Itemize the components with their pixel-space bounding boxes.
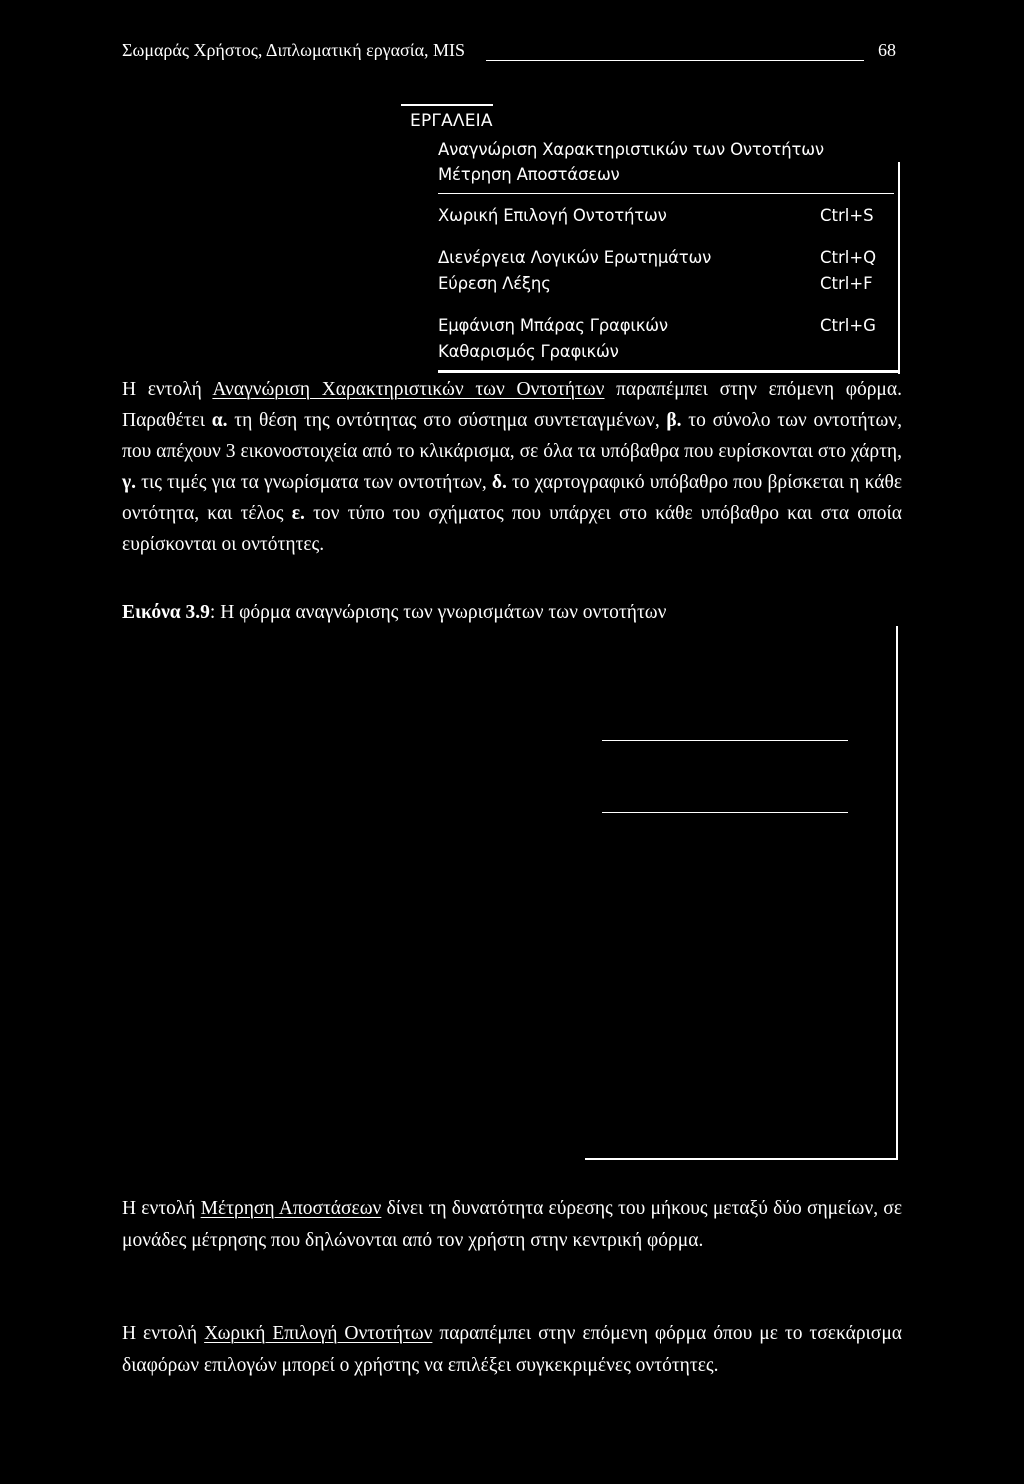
para3-command-link: Χωρική Επιλογή Οντοτήτων: [204, 1323, 433, 1344]
marker-e: ε.: [291, 503, 305, 524]
header-rule: [486, 60, 864, 61]
running-header: Σωμαράς Χρήστος, Διπλωματική εργασία, MIS: [122, 40, 466, 60]
paragraph-identify-features: [122, 374, 902, 560]
menu-title-rule: [401, 104, 493, 106]
para1-text: τον τύπο του σχήματος που υπάρχει στο κάθε υπόβαθρο και στα οποία ευρίσκονται οι οντότητες.: [122, 503, 903, 555]
para2-command-link: Μέτρηση Αποστάσεων: [200, 1198, 382, 1219]
para1-text: παραπέμπει στην επόμενη φόρμα. Παραθέτει: [122, 379, 902, 431]
marker-b: β.: [666, 410, 682, 431]
para3-text: παραπέμπει στην επόμενη φόρμα όπου με το τσεκάρισμα διαφόρων επιλογών μπορεί ο χρήστης να επιλέξει συγκεκριμένες οντότητες.: [122, 1323, 902, 1376]
para3-intro: Η εντολή: [122, 1323, 205, 1344]
paragraph-spatial-selection: [122, 1318, 902, 1382]
para1-text: το σύνολο των οντοτήτων, που απέχουν 3 εικονοστοιχεία από το κλικάρισμα, σε όλα τα υπόβαθρα που ευρίσκονται στο χάρτη,: [122, 410, 902, 462]
menu-item-logical-queries[interactable]: Διενέργεια Λογικών Ερωτημάτων: [438, 248, 712, 267]
para1-command-link: Αναγνώριση Χαρακτηριστικών των Οντοτήτων: [212, 379, 605, 400]
para1-text: το χαρτογραφικό υπόβαθρο που βρίσκεται η κάθε οντότητα, και τέλος: [122, 472, 903, 524]
menu-item-measure-distances[interactable]: Μέτρηση Αποστάσεων: [438, 165, 620, 184]
para1-text: τη θέση της οντότητας στο σύστημα συντεταγμένων,: [227, 410, 667, 431]
figure-caption-text: : Η φόρμα αναγνώρισης των γνωρισμάτων των οντοτήτων: [209, 602, 667, 623]
menu-bottom-border: [438, 370, 900, 373]
menu-item-identify-features[interactable]: Αναγνώριση Χαρακτηριστικών των Οντοτήτων: [438, 140, 824, 159]
marker-a: α.: [211, 410, 228, 431]
figure-line: [602, 740, 848, 741]
para2-text: δίνει τη δυνατότητα εύρεσης του μήκους μεταξύ δύο σημείων, σε μονάδες μέτρησης που δηλώνονται από τον χρήστη στην κεντρική φόρμα.: [122, 1198, 903, 1251]
marker-c: γ.: [122, 472, 136, 493]
menu-item-show-graphics-bar[interactable]: Εμφάνιση Μπάρας Γραφικών: [438, 316, 668, 335]
figure-right-border: [896, 626, 898, 1160]
shortcut-find-word: Ctrl+F: [820, 274, 873, 293]
menu-item-spatial-selection[interactable]: Χωρική Επιλογή Οντοτήτων: [438, 206, 667, 225]
menu-title[interactable]: ΕΡΓΑΛΕΙΑ: [410, 111, 493, 131]
paragraph-measure-distances: [122, 1193, 902, 1257]
para1-intro: Η εντολή: [122, 379, 213, 400]
menu-right-border: [898, 162, 900, 374]
para1-text: τις τιμές για τα γνωρίσματα των οντοτήτων,: [136, 472, 492, 493]
shortcut-logical-queries: Ctrl+Q: [820, 248, 877, 267]
figure-caption: [122, 602, 666, 624]
shortcut-spatial-selection: Ctrl+S: [820, 206, 874, 225]
menu-item-find-word[interactable]: Εύρεση Λέξης: [438, 274, 551, 293]
figure-label: Εικόνα 3.9: [122, 602, 210, 623]
para2-intro: Η εντολή: [122, 1198, 201, 1219]
figure-bottom-border: [585, 1158, 898, 1160]
figure-line: [602, 812, 848, 813]
menu-separator: [438, 193, 894, 194]
menu-item-clear-graphics[interactable]: Καθαρισμός Γραφικών: [438, 342, 619, 361]
marker-d: δ.: [491, 472, 507, 493]
page-number: 68: [878, 40, 896, 60]
shortcut-show-graphics-bar: Ctrl+G: [820, 316, 876, 335]
